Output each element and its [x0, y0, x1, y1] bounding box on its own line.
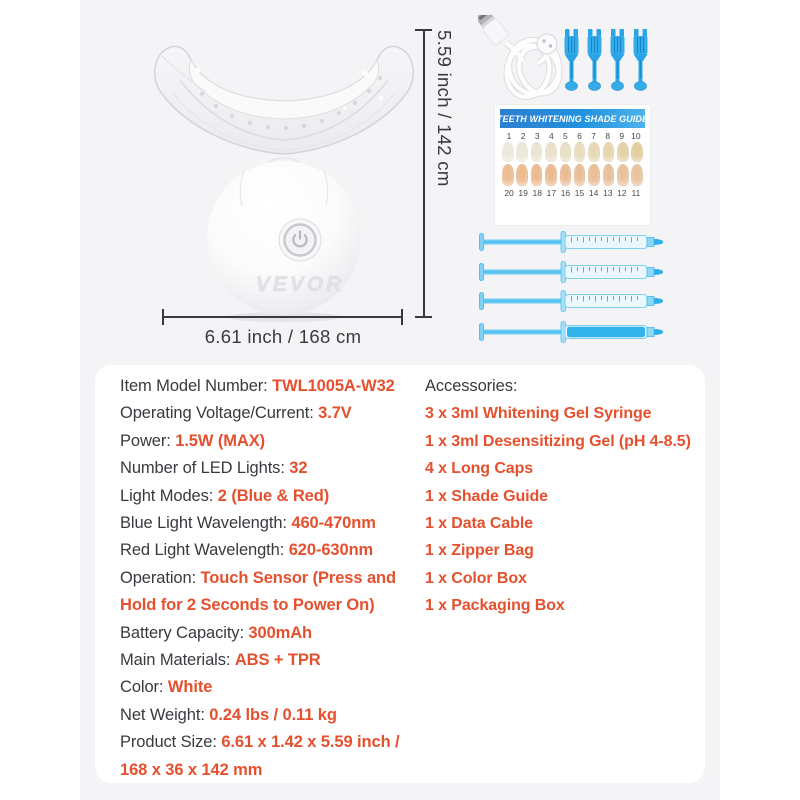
accessories-section	[425, 373, 700, 620]
tooth-swatch	[516, 164, 528, 186]
tooth-swatch	[588, 164, 600, 186]
accessories-list	[425, 400, 700, 619]
spec-value: 460-470nm	[291, 514, 376, 533]
magnetic-disc-connector	[537, 34, 557, 54]
spec-row	[120, 455, 424, 482]
accessory-item: 1 x Zipper Bag	[425, 542, 534, 560]
spec-label: Color:	[120, 678, 168, 697]
spec-value: 300mAh	[248, 623, 313, 642]
shade-top-numbers	[495, 131, 650, 141]
accessory-item: 1 x Shade Guide	[425, 487, 548, 505]
spec-list	[120, 373, 424, 784]
spec-label: Product Size:	[120, 733, 222, 752]
accessory-item: 4 x Long Caps	[425, 460, 534, 478]
spec-row	[120, 702, 424, 729]
spec-value: 3.7V	[318, 404, 352, 423]
spec-row	[120, 674, 424, 701]
shade-bottom-numbers	[495, 188, 650, 198]
width-dimension-label: 6.61 inch / 168 cm	[204, 326, 362, 347]
shade-number: 20	[504, 188, 514, 198]
accessory-item: 1 x Color Box	[425, 569, 527, 587]
tooth-swatch	[545, 164, 557, 186]
spec-row	[120, 537, 424, 564]
spec-value: Touch Sensor (Press and Hold for 2 Seconds to Power On)	[120, 568, 396, 615]
tooth-swatch	[574, 142, 586, 162]
mouth-tray	[155, 46, 414, 154]
accessory-item: 3 x 3ml Whitening Gel Syringe	[425, 405, 652, 423]
spec-label: Net Weight:	[120, 705, 210, 724]
tooth-swatch	[560, 164, 572, 186]
width-dimension-line	[163, 316, 403, 318]
shade-top-teeth	[495, 142, 650, 162]
tooth-swatch	[574, 164, 586, 186]
data-cable-photo	[478, 15, 570, 107]
whitening-gel-syringe	[479, 231, 669, 253]
tooth-swatch	[631, 142, 643, 162]
tooth-swatch	[516, 142, 528, 162]
spec-value: 0.24 lbs / 0.11 kg	[209, 705, 337, 724]
tooth-swatch	[617, 164, 629, 186]
whitening-gel-syringe	[479, 261, 669, 283]
shade-guide-card	[495, 105, 650, 225]
shade-number: 3	[534, 131, 540, 141]
shade-number: 18	[532, 188, 542, 198]
tooth-swatch	[617, 142, 629, 162]
tooth-swatch	[545, 142, 557, 162]
shade-number: 12	[617, 188, 627, 198]
tooth-swatch	[502, 142, 514, 162]
spec-row	[120, 400, 424, 427]
shade-number: 8	[605, 131, 611, 141]
spec-label: Item Model Number:	[120, 377, 273, 395]
long-cap	[609, 28, 626, 92]
spec-label: Power:	[120, 431, 176, 450]
long-cap	[586, 28, 603, 92]
width-dim-tick-left	[162, 309, 164, 325]
spec-row	[120, 373, 424, 400]
tooth-swatch	[531, 164, 543, 186]
shade-number: 15	[574, 188, 585, 198]
spec-row	[120, 565, 424, 620]
height-dimension-label: 5.59 inch / 142 cm	[434, 30, 455, 187]
tooth-swatch	[531, 142, 543, 162]
shade-number: 9	[619, 131, 625, 141]
spec-label: Blue Light Wavelength:	[120, 514, 292, 533]
shade-guide-title: TEETH WHITENING SHADE GUIDE	[500, 109, 645, 128]
long-cap	[632, 28, 649, 92]
whitening-device-photo	[140, 18, 430, 328]
shade-number: 13	[602, 188, 613, 198]
spec-value: 1.5W (MAX)	[175, 431, 266, 450]
shade-number: 10	[631, 131, 641, 141]
shade-number: 2	[520, 131, 526, 141]
height-dim-tick-top	[415, 29, 432, 31]
shade-number: 5	[563, 131, 568, 141]
accessories-title: Accessories:	[425, 377, 518, 395]
spec-value: White	[167, 678, 213, 697]
tooth-swatch	[603, 142, 615, 162]
spec-row	[120, 647, 424, 674]
shade-number: 17	[546, 188, 557, 198]
usb-connector	[478, 15, 509, 46]
shade-number: 7	[591, 131, 596, 141]
spec-label: Number of LED Lights:	[120, 459, 290, 478]
accessory-item: 1 x Packaging Box	[425, 597, 565, 615]
shade-number: 4	[548, 131, 554, 141]
height-dimension-line	[423, 30, 425, 318]
long-cap	[563, 28, 580, 92]
spec-label: Light Modes:	[120, 486, 218, 505]
spec-label: Operation:	[120, 568, 201, 587]
spec-card	[95, 365, 705, 783]
shade-number: 19	[518, 188, 528, 198]
desensitizing-gel-syringe	[479, 321, 669, 343]
shade-number: 14	[588, 188, 599, 198]
spec-row	[120, 510, 424, 537]
spec-row	[120, 428, 424, 455]
spec-value: 2 (Blue & Red)	[217, 486, 330, 505]
shade-number: 6	[577, 131, 582, 141]
tooth-swatch	[502, 164, 514, 186]
spec-value: 32	[289, 459, 308, 478]
spec-row	[120, 483, 424, 510]
power-button	[279, 219, 321, 261]
spec-value: 620-630nm	[288, 541, 374, 560]
spec-value: ABS + TPR	[234, 651, 321, 670]
spec-label: Main Materials:	[120, 651, 235, 670]
spec-label: Battery Capacity:	[120, 623, 249, 642]
accessory-item: 1 x 3ml Desensitizing Gel (pH 4-8.5)	[425, 432, 691, 450]
spec-row	[120, 620, 424, 647]
width-dim-tick-right	[401, 309, 403, 325]
spec-row	[120, 729, 424, 784]
spec-value: TWL1005A-W32	[272, 377, 395, 395]
tooth-swatch	[560, 142, 572, 162]
brand-logo: VEVOR	[255, 273, 345, 296]
tooth-swatch	[631, 164, 643, 186]
whitening-gel-syringe	[479, 290, 669, 312]
tooth-swatch	[588, 142, 600, 162]
spec-label: Red Light Wavelength:	[120, 541, 289, 560]
shade-number: 16	[560, 188, 571, 198]
spec-value: 6.61 x 1.42 x 5.59 inch / 168 x 36 x 142 mm	[120, 733, 400, 779]
shade-bottom-teeth	[495, 164, 650, 186]
accessory-item: 1 x Data Cable	[425, 515, 533, 533]
tooth-swatch	[603, 164, 615, 186]
height-dim-tick-bottom	[415, 316, 432, 318]
shade-number: 1	[506, 131, 512, 141]
shade-number: 11	[631, 188, 641, 198]
spec-label: Operating Voltage/Current:	[120, 404, 319, 423]
